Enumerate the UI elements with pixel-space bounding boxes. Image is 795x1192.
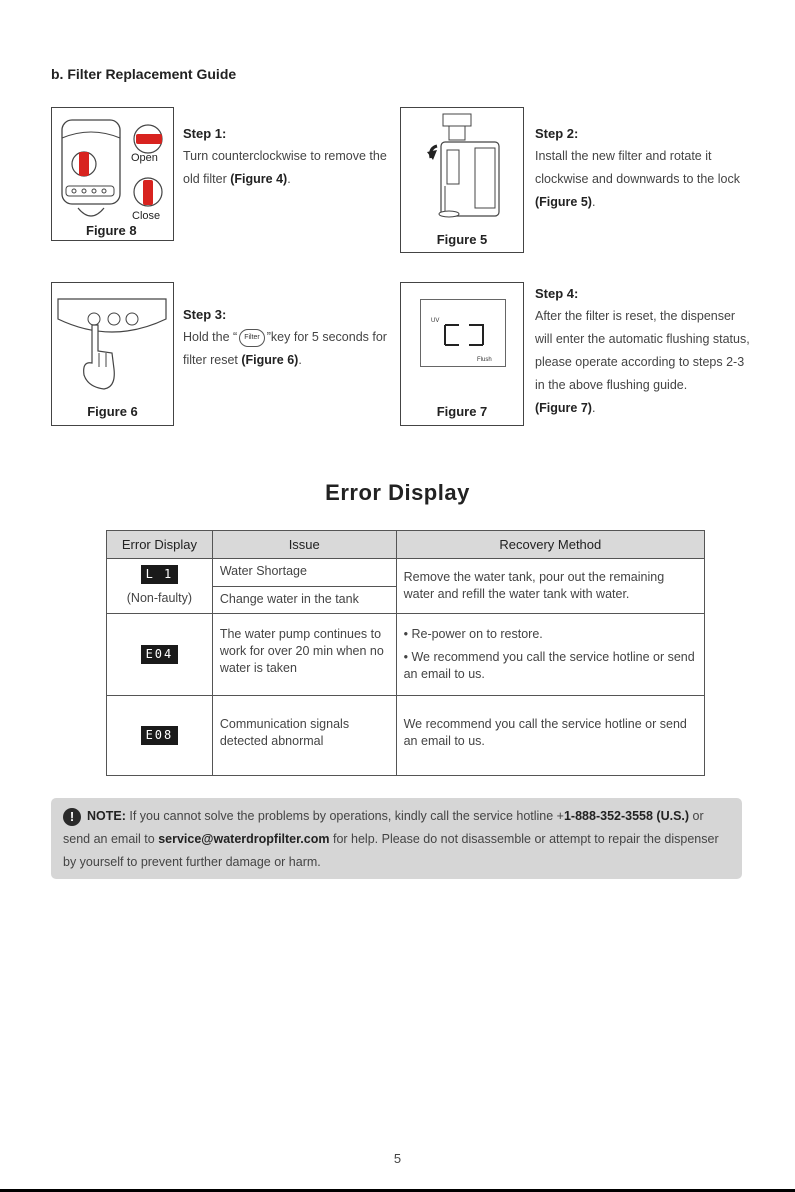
filter-key-icon: Filter (239, 329, 265, 347)
note-box (51, 798, 742, 879)
flush-label: Flush (477, 357, 492, 363)
error-display-heading: Error Display (325, 480, 470, 505)
section-title: b. Filter Replacement Guide (51, 66, 237, 82)
page-number: 5 (393, 1151, 402, 1166)
error-code-e08: E08 (141, 726, 179, 745)
support-email: service@waterdropfilter.com (158, 832, 330, 846)
note-text-b: or send an email to (63, 809, 704, 846)
figure-7-caption: Figure 7 (436, 404, 488, 419)
figure-5 (400, 107, 524, 253)
recovery-repower: • Re-power on to restore. (403, 627, 543, 641)
note-text-c: for help. Please do not disassemble or attempt to repair the dispenser by yourself to prevent further damage or harm. (63, 832, 719, 869)
step-2: Step 2: Install the new filter and rotate it clockwise and downwards to the lock (Figure 5). (535, 126, 745, 214)
step-2-text: Install the new filter and rotate it clockwise and downwards to the lock (535, 149, 740, 186)
figure-5-caption: Figure 5 (436, 232, 488, 247)
figure-8-caption: Figure 8 (86, 223, 137, 238)
error-table (106, 530, 705, 776)
step-1-title: Step 1: (183, 126, 227, 141)
header-recovery-method: Recovery Method (396, 531, 704, 559)
recovery-contact-us: We recommend you call the service hotline or send an email to us. (396, 696, 704, 776)
step-3-ref: (Figure 6) (241, 353, 299, 367)
step-4-title: Step 4: (535, 286, 579, 301)
step-4-text: After the filter is reset, the dispenser will enter the automatic flushing status, please operate according to steps 2-3 in the above flushing guide. (535, 309, 750, 392)
step-3-text-b: ”key for 5 seconds for filter reset (183, 330, 387, 367)
step-3-title: Step 3: (183, 307, 227, 322)
filter-install-illustration (401, 108, 523, 252)
step-3: Step 3: Hold the “ Filter ”key for 5 seconds for filter reset (Figure 6). (183, 307, 387, 367)
error-code-e04: E04 (141, 645, 179, 664)
hotline-number: 1-888-352-3558 (U.S.) (563, 809, 690, 823)
step-1-text: Turn counterclockwise to remove the old filter (183, 149, 387, 186)
figure-7 (400, 282, 524, 426)
table-row (107, 614, 705, 696)
recovery-call-hotline: • We recommend you call the service hotline or send an email to us. (403, 650, 695, 681)
issue-pump-running: The water pump continues to work for over 20 min when no water is taken (212, 614, 396, 696)
step-2-ref: (Figure 5) (535, 195, 592, 209)
recovery-refill-tank: Remove the water tank, pour out the remaining water and refill the water tank with water. (396, 559, 704, 614)
note-text-a: If you cannot solve the problems by operations, kindly call the service hotline + (125, 809, 564, 823)
step-1-ref: (Figure 4) (230, 172, 288, 186)
step-2-title: Step 2: (535, 126, 579, 141)
non-faulty-note: (Non-faulty) (126, 591, 193, 605)
step-1: Step 1: Turn counterclockwise to remove the old filter (Figure 4). (183, 126, 387, 186)
figure-6 (51, 282, 174, 426)
step-4: Step 4: After the filter is reset, the dispenser will enter the automatic flushing status, please operate according to steps 2-3 in the above flushing guide. (Figure 7). (535, 286, 750, 415)
header-error-display: Error Display (107, 531, 213, 559)
figure-8 (51, 107, 174, 241)
table-row (107, 696, 705, 776)
warning-icon: ! (63, 808, 81, 826)
note-label: NOTE: (87, 809, 126, 823)
issue-change-water: Change water in the tank (212, 586, 396, 614)
header-issue: Issue (212, 531, 396, 559)
issue-water-shortage: Water Shortage (212, 559, 396, 587)
figure-6-caption: Figure 6 (87, 404, 138, 419)
close-label: Close (132, 210, 161, 222)
issue-communication: Communication signals detected abnormal (212, 696, 396, 776)
error-code-l1: L 1 (141, 565, 179, 584)
open-label: Open (131, 152, 158, 164)
uv-label: UV (431, 318, 440, 324)
table-header-row (107, 531, 705, 559)
step-3-text-a: Hold the “ (183, 330, 238, 344)
step-4-ref: (Figure 7) (535, 401, 592, 415)
table-row (107, 559, 705, 587)
